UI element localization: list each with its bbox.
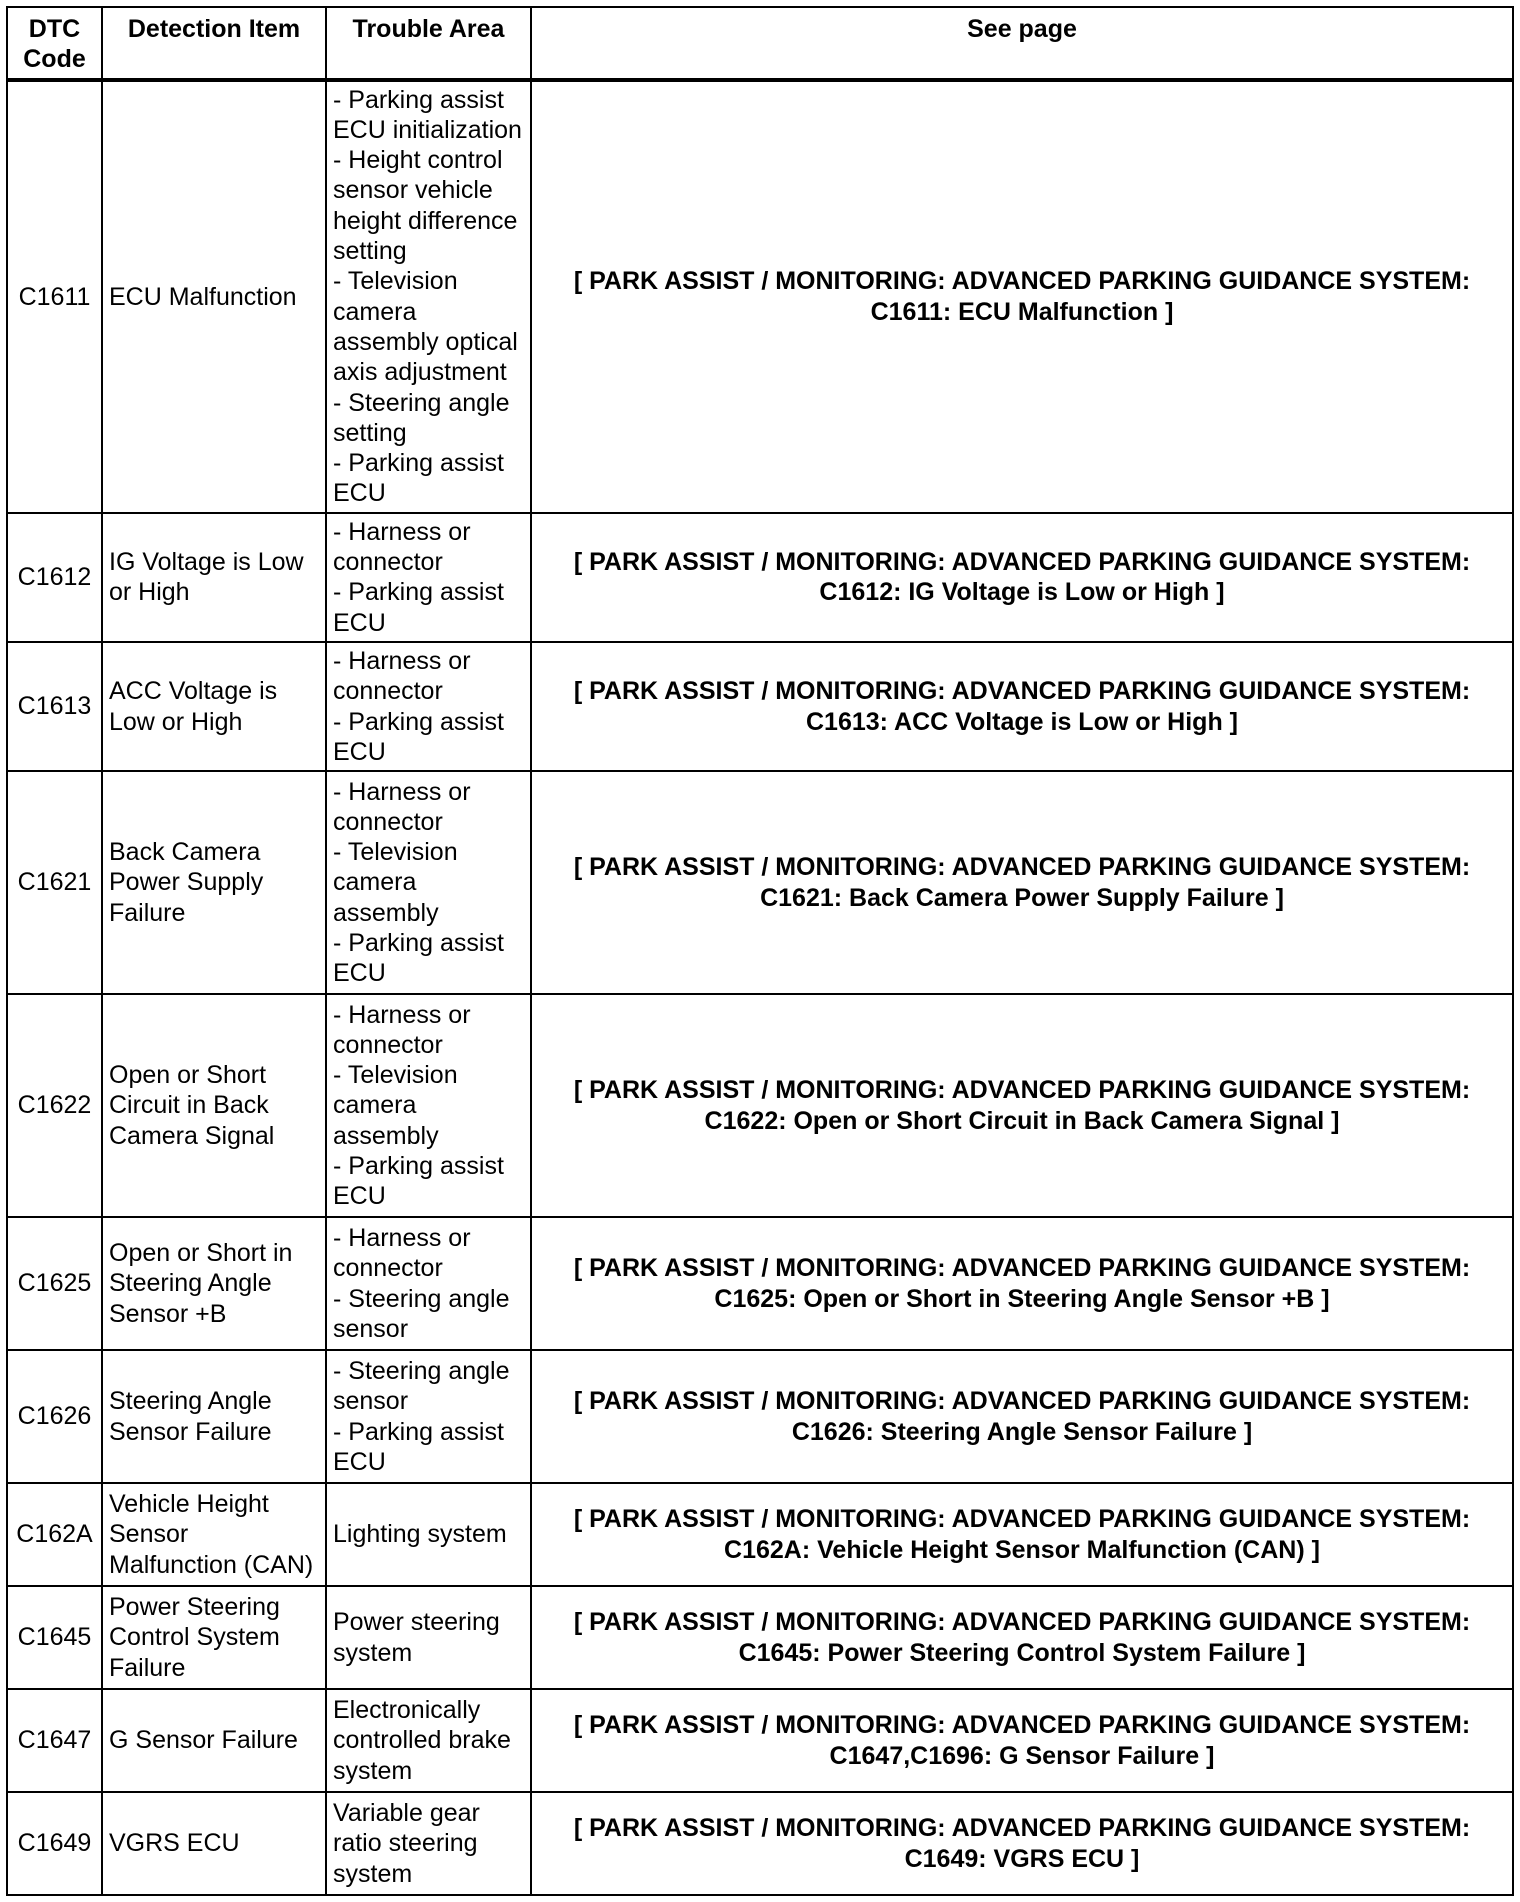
dtc-code-cell: C1622: [7, 994, 102, 1217]
header-trouble-area: Trouble Area: [326, 7, 531, 80]
trouble-area-line: - Television camera assembly optical axis adjustment: [333, 267, 518, 387]
see-page-link[interactable]: [ PARK ASSIST / MONITORING: ADVANCED PARKING GUIDANCE SYSTEM: C1649: VGRS ECU ]: [531, 1792, 1513, 1895]
trouble-area-line: - Steering angle sensor: [333, 1357, 510, 1416]
see-page-link[interactable]: [ PARK ASSIST / MONITORING: ADVANCED PARKING GUIDANCE SYSTEM: C1647,C1696: G Sensor Failure ]: [531, 1689, 1513, 1792]
see-page-link[interactable]: [ PARK ASSIST / MONITORING: ADVANCED PARKING GUIDANCE SYSTEM: C1625: Open or Short in Steering Angle Sensor +B ]: [531, 1217, 1513, 1350]
table-row: [7, 1586, 1513, 1689]
header-dtc-code: DTC Code: [7, 7, 102, 80]
dtc-code-cell: C1612: [7, 513, 102, 642]
see-page-link[interactable]: [ PARK ASSIST / MONITORING: ADVANCED PARKING GUIDANCE SYSTEM: C1626: Steering Angle Sensor Failure ]: [531, 1350, 1513, 1483]
table-row: [7, 1689, 1513, 1792]
detection-item-cell: G Sensor Failure: [102, 1689, 326, 1792]
trouble-area-line: - Parking assist ECU: [333, 578, 504, 637]
detection-item-cell: Open or Short in Steering Angle Sensor +B: [102, 1217, 326, 1350]
trouble-area-line: - Television camera assembly: [333, 838, 458, 927]
trouble-area-line: - Parking assist ECU: [333, 707, 504, 766]
trouble-area-line: Power steering system: [333, 1608, 500, 1667]
detection-item-cell: IG Voltage is Low or High: [102, 513, 326, 642]
dtc-code-cell: C1645: [7, 1586, 102, 1689]
table-row: [7, 1217, 1513, 1350]
detection-item-cell: Steering Angle Sensor Failure: [102, 1350, 326, 1483]
trouble-area-line: - Harness or connector: [333, 1000, 471, 1059]
trouble-area-line: - Steering angle sensor: [333, 1284, 510, 1343]
dtc-code-cell: C1649: [7, 1792, 102, 1895]
trouble-area-cell: [326, 513, 531, 642]
dtc-table: [6, 6, 1514, 1896]
see-page-link[interactable]: [ PARK ASSIST / MONITORING: ADVANCED PARKING GUIDANCE SYSTEM: C1622: Open or Short Circuit in Back Camera Signal ]: [531, 994, 1513, 1217]
trouble-area-line: - Harness or connector: [333, 517, 471, 577]
trouble-area-cell: [326, 994, 531, 1217]
table-row: [7, 1792, 1513, 1895]
dtc-code-cell: C1621: [7, 771, 102, 994]
see-page-link[interactable]: [ PARK ASSIST / MONITORING: ADVANCED PARKING GUIDANCE SYSTEM: C1612: IG Voltage is Low or High ]: [531, 513, 1513, 642]
header-detection-item: Detection Item: [102, 7, 326, 80]
table-row: [7, 994, 1513, 1217]
trouble-area-cell: [326, 771, 531, 994]
table-row: [7, 513, 1513, 642]
trouble-area-line: - Harness or connector: [333, 1224, 471, 1283]
trouble-area-line: - Harness or connector: [333, 646, 471, 706]
detection-item-cell: Vehicle Height Sensor Malfunction (CAN): [102, 1483, 326, 1586]
dtc-code-cell: C1611: [7, 80, 102, 513]
dtc-code-cell: C162A: [7, 1483, 102, 1586]
trouble-area-line: - Parking assist ECU: [333, 929, 504, 988]
detection-item-cell: Open or Short Circuit in Back Camera Signal: [102, 994, 326, 1217]
trouble-area-line: Variable gear ratio steering system: [333, 1799, 480, 1888]
trouble-area-line: - Parking assist ECU: [333, 1417, 504, 1476]
header-row: [7, 7, 1513, 80]
table-body: [7, 80, 1513, 1896]
table-row: [7, 1350, 1513, 1483]
trouble-area-line: - Television camera assembly: [333, 1061, 458, 1150]
trouble-area-line: - Height control sensor vehicle height difference setting: [333, 146, 518, 266]
detection-item-cell: VGRS ECU: [102, 1792, 326, 1895]
see-page-link[interactable]: [ PARK ASSIST / MONITORING: ADVANCED PARKING GUIDANCE SYSTEM: C1621: Back Camera Power Supply Failure ]: [531, 771, 1513, 994]
see-page-link[interactable]: [ PARK ASSIST / MONITORING: ADVANCED PARKING GUIDANCE SYSTEM: C1645: Power Steering Control System Failure ]: [531, 1586, 1513, 1689]
see-page-link[interactable]: [ PARK ASSIST / MONITORING: ADVANCED PARKING GUIDANCE SYSTEM: C1613: ACC Voltage is Low or High ]: [531, 642, 1513, 771]
trouble-area-cell: [326, 642, 531, 771]
trouble-area-cell: [326, 1217, 531, 1350]
detection-item-cell: ACC Voltage is Low or High: [102, 642, 326, 771]
dtc-code-cell: C1647: [7, 1689, 102, 1792]
table-row: [7, 1483, 1513, 1586]
table-row: [7, 642, 1513, 771]
see-page-link[interactable]: [ PARK ASSIST / MONITORING: ADVANCED PARKING GUIDANCE SYSTEM: C162A: Vehicle Height Sensor Malfunction (CAN) ]: [531, 1483, 1513, 1586]
trouble-area-line: - Harness or connector: [333, 777, 471, 836]
detection-item-cell: Power Steering Control System Failure: [102, 1586, 326, 1689]
trouble-area-cell: [326, 1483, 531, 1586]
trouble-area-cell: [326, 1350, 531, 1483]
trouble-area-line: Lighting system: [333, 1520, 507, 1549]
trouble-area-line: - Steering angle setting: [333, 388, 510, 447]
trouble-area-cell: [326, 1586, 531, 1689]
trouble-area-cell: [326, 1689, 531, 1792]
detection-item-cell: Back Camera Power Supply Failure: [102, 771, 326, 994]
table-row: [7, 771, 1513, 994]
header-see-page: See page: [531, 7, 1513, 80]
see-page-link[interactable]: [ PARK ASSIST / MONITORING: ADVANCED PARKING GUIDANCE SYSTEM: C1611: ECU Malfunction ]: [531, 80, 1513, 513]
detection-item-cell: ECU Malfunction: [102, 80, 326, 513]
trouble-area-line: - Parking assist ECU initialization: [333, 85, 522, 144]
trouble-area-line: Electronically controlled brake system: [333, 1696, 511, 1785]
dtc-code-cell: C1613: [7, 642, 102, 771]
table-header: [7, 7, 1513, 80]
dtc-code-cell: C1625: [7, 1217, 102, 1350]
dtc-code-cell: C1626: [7, 1350, 102, 1483]
trouble-area-line: - Parking assist ECU: [333, 449, 504, 508]
trouble-area-line: - Parking assist ECU: [333, 1152, 504, 1211]
table-row: [7, 80, 1513, 513]
trouble-area-cell: [326, 80, 531, 513]
trouble-area-cell: [326, 1792, 531, 1895]
